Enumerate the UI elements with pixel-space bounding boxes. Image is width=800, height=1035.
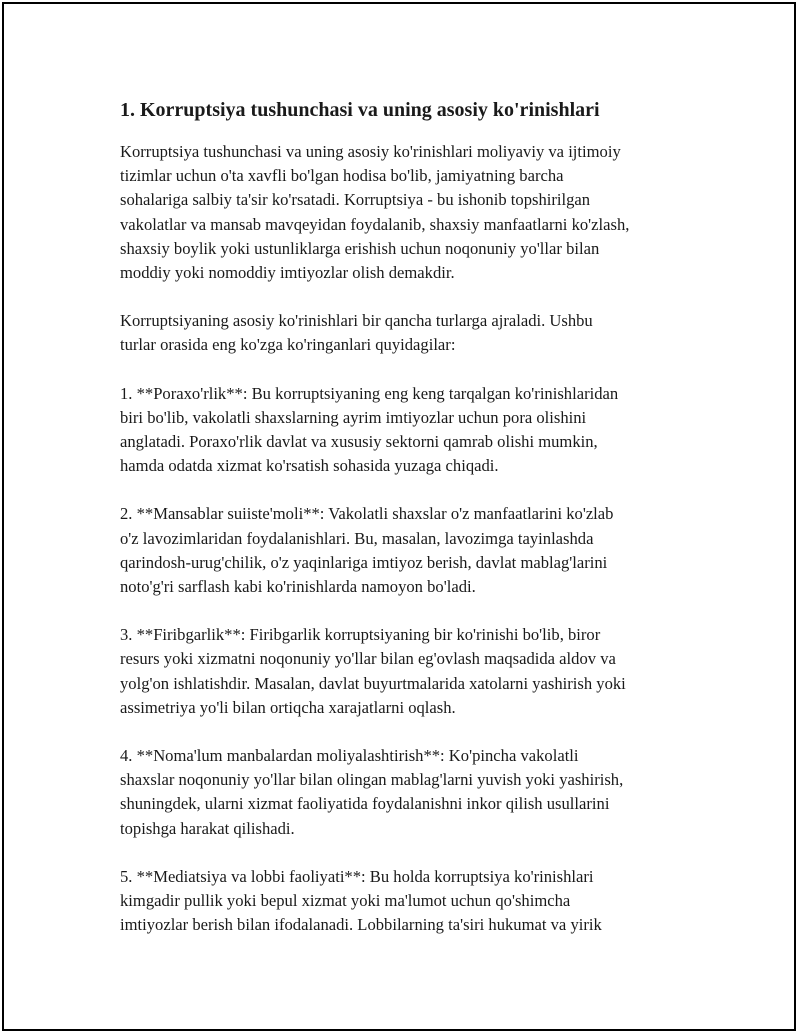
paragraph-intro xyxy=(120,140,710,285)
paragraph-item-5 xyxy=(120,865,710,938)
text-line: 2. **Mansablar suiiste'moli**: Vakolatli shaxslar o'z manfaatlarini ko'zlab xyxy=(120,504,614,524)
paragraph-item-3 xyxy=(120,623,710,720)
text-line: anglatadi. Poraxo'rlik davlat va xususiy sektorni qamrab olishi mumkin, xyxy=(120,432,598,452)
document-page xyxy=(2,2,796,1031)
paragraph-item-1 xyxy=(120,382,710,479)
text-line: o'z lavozimlaridan foydalanishlari. Bu, masalan, lavozimga tayinlashda xyxy=(120,528,594,548)
text-line: shaxsiy boylik yoki ustunliklarga erishish uchun noqonuniy yo'llar bilan xyxy=(120,238,600,258)
text-line: 4. **Noma'lum manbalardan moliyalashtirish**: Ko'pincha vakolatli xyxy=(120,746,579,766)
text-line: vakolatlar va mansab mavqeyidan foydalanib, shaxsiy manfaatlarni ko'zlash, xyxy=(120,214,630,234)
paragraph-item-2 xyxy=(120,502,710,599)
paragraph-item-4 xyxy=(120,744,710,841)
text-line: biri bo'lib, vakolatli shaxslarning ayrim imtiyozlar uchun pora olishini xyxy=(120,407,587,427)
text-line: shaxslar noqonuniy yo'llar bilan olingan mablag'larni yuvish yoki yashirish, xyxy=(120,770,624,790)
text-line: shuningdek, ularni xizmat faoliyatida foydalanishni inkor qilish usullarini xyxy=(120,794,610,814)
text-line: Korruptsiyaning asosiy ko'rinishlari bir qancha turlarga ajraladi. Ushbu xyxy=(120,311,593,331)
text-line: turlar orasida eng ko'zga ko'ringanlari quyidagilar: xyxy=(120,335,456,355)
text-line: kimgadir pullik yoki bepul xizmat yoki ma'lumot uchun qo'shimcha xyxy=(120,891,571,911)
text-line: 3. **Firibgarlik**: Firibgarlik korruptsiyaning bir ko'rinishi bo'lib, biror xyxy=(120,625,601,645)
text-line: 1. **Poraxo'rlik**: Bu korruptsiyaning eng keng tarqalgan ko'rinishlaridan xyxy=(120,383,619,403)
text-line: topishga harakat qilishadi. xyxy=(120,818,295,838)
text-line: resurs yoki xizmatni noqonuniy yo'llar bilan eg'ovlash maqsadida aldov va xyxy=(120,649,616,669)
paragraph-types-intro xyxy=(120,309,710,357)
text-line: sohalariga salbiy ta'sir ko'rsatadi. Korruptsiya - bu ishonib topshirilgan xyxy=(120,190,591,210)
text-line: assimetriya yo'li bilan ortiqcha xarajatlarni oqlash. xyxy=(120,697,456,717)
text-line: imtiyozlar berish bilan ifodalanadi. Lobbilarning ta'siri hukumat va yirik xyxy=(120,915,602,935)
text-line: tizimlar uchun o'ta xavfli bo'lgan hodisa bo'lib, jamiyatning barcha xyxy=(120,166,564,186)
text-line: hamda odatda xizmat ko'rsatish sohasida yuzaga chiqadi. xyxy=(120,456,499,476)
document-content xyxy=(120,96,710,961)
text-line: noto'g'ri sarflash kabi ko'rinishlarda namoyon bo'ladi. xyxy=(120,577,476,597)
text-line: qarindosh-urug'chilik, o'z yaqinlariga imtiyoz berish, davlat mablag'larini xyxy=(120,552,608,572)
section-heading: 1. Korruptsiya tushunchasi va uning asosiy ko'rinishlari xyxy=(120,99,600,121)
text-line: yolg'on ishlatishdir. Masalan, davlat buyurtmalarida xatolarni yashirish yoki xyxy=(120,673,626,693)
text-line: moddiy yoki nomoddiy imtiyozlar olish demakdir. xyxy=(120,263,455,283)
text-line: 5. **Mediatsiya va lobbi faoliyati**: Bu holda korruptsiya ko'rinishlari xyxy=(120,866,594,886)
text-line: Korruptsiya tushunchasi va uning asosiy ko'rinishlari moliyaviy va ijtimoiy xyxy=(120,142,621,161)
